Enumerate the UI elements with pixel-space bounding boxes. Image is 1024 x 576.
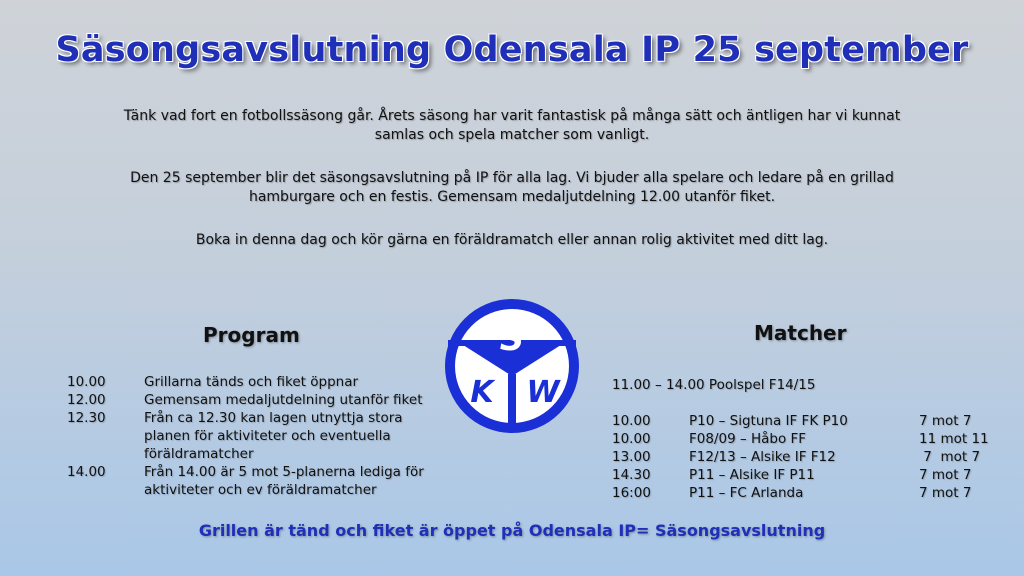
program-text: Gemensam medaljutdelning utanför fiket (144, 392, 423, 408)
logo-letter-s: S (499, 319, 525, 359)
logo-letter-w: W (526, 375, 560, 410)
intro-paragraph-2: Den 25 september blir det säsongsavslutning på IP för alla lag. Vi bjuder alla spelare och ledare på en grillad hamburgare och en festis. Gemensam medaljutdelning 12.00 utanför fiket. (130, 170, 894, 205)
match-format: 7 mot 7 (919, 413, 972, 429)
match-time: 13.00 (612, 449, 651, 465)
program-text: Grillarna tänds och fiket öppnar (144, 374, 359, 390)
program-heading: Program (203, 323, 300, 347)
program-item (67, 463, 444, 499)
match-row (612, 484, 992, 502)
logo-bar (508, 374, 516, 432)
match-teams: F12/13 – Alsike IF F12 (689, 449, 836, 465)
matcher-heading: Matcher (754, 321, 847, 345)
match-format: 7 mot 7 (919, 485, 972, 501)
match-format: 7 mot 7 (919, 449, 981, 465)
program-item (67, 409, 434, 463)
page-title: Säsongsavslutning Odensala IP 25 september (55, 30, 969, 70)
program-item (67, 373, 444, 391)
intro-paragraph-3: Boka in denna dag och kör gärna en föräldramatch eller annan rolig aktivitet med ditt lag. (195, 232, 829, 248)
match-row (612, 448, 992, 466)
match-row (612, 466, 992, 484)
match-time: 14.30 (612, 467, 651, 483)
match-time: 10.00 (612, 431, 651, 447)
match-time: 10.00 (612, 413, 651, 429)
match-teams: P10 – Sigtuna IF FK P10 (689, 413, 848, 429)
program-item (67, 391, 444, 409)
match-time: 16:00 (612, 485, 651, 501)
program-time: 12.30 (67, 410, 106, 426)
club-logo (440, 294, 584, 438)
program-time: 10.00 (67, 374, 106, 390)
program-text: Från 14.00 är 5 mot 5-planerna lediga för aktiviteter och ev föräldramatcher (144, 464, 424, 498)
match-row (612, 412, 992, 430)
match-row (612, 430, 992, 448)
footer-banner: Grillen är tänd och fiket är öppet på Odensala IP= Säsongsavslutning (198, 521, 826, 540)
logo-letter-k: K (470, 375, 494, 410)
match-teams: F08/09 – Håbo FF (689, 431, 807, 447)
match-format: 7 mot 7 (919, 467, 972, 483)
intro-text (100, 107, 924, 274)
match-teams: P11 – Alsike IF P11 (689, 467, 815, 483)
program-time: 14.00 (67, 464, 106, 480)
match-format: 11 mot 11 (919, 431, 989, 447)
program-text: Från ca 12.30 kan lagen utnyttja stora planen för aktiviteter och eventuella föräldramatcher (144, 410, 403, 462)
poolspel-line: 11.00 – 14.00 Poolspel F14/15 (612, 377, 816, 393)
intro-paragraph-1: Tänk vad fort en fotbollssäsong går. Årets säsong har varit fantastisk på många sätt och äntligen har vi kunnat samlas och spela matcher som vanligt. (123, 108, 901, 143)
program-time: 12.00 (67, 392, 106, 408)
match-teams: P11 – FC Arlanda (689, 485, 804, 501)
